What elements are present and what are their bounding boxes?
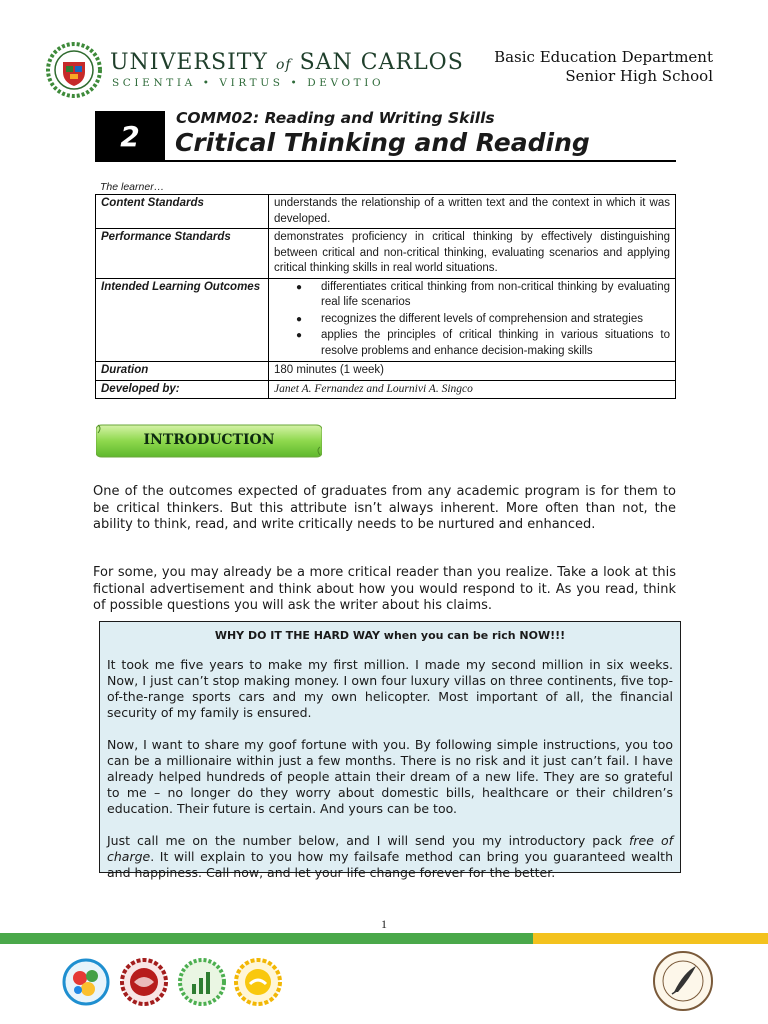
university-motto: SCIENTIA • VIRTUS • DEVOTIO: [112, 77, 385, 89]
row-label: Content Standards: [96, 195, 269, 229]
introduction-heading: INTRODUCTION: [143, 432, 275, 448]
row-label: Intended Learning Outcomes: [96, 278, 269, 362]
list-item: ● recognizes the different levels of comprehension and strategies: [274, 312, 670, 328]
comm-department-logo-icon: [652, 950, 714, 1012]
university-name: UNIVERSITY of SAN CARLOS: [110, 50, 464, 75]
outcomes-list: [274, 280, 670, 360]
dept-logo-social-icon: [120, 958, 168, 1006]
advertisement-paragraph-3: Just call me on the number below, and I will send you my introductory pack free of charge. It will explain to you how my failsafe method can bring you guaranteed wealth and happiness. Call now, and let your life change forever for the better.: [107, 833, 673, 880]
table-row: [96, 229, 676, 279]
row-text: demonstrates proficiency in critical thinking by effectively distinguishing between critical and non-critical thinking, evaluating scenarios and applying critical thinking skills in real world situations.: [269, 229, 676, 279]
outcomes-cell: [269, 278, 676, 362]
introduction-banner: [96, 421, 322, 459]
dept-logo-science-icon: [62, 958, 110, 1006]
advertisement-paragraph-1: It took me five years to make my first million. I made my second million in six weeks. Now, I just can’t stop making money. I own four luxury villas on three continents, five top-of-the-range sports cars and my own helicopter. Most important of all, the financial security of my family is ensured.: [107, 657, 673, 720]
row-label: Duration: [96, 362, 269, 381]
advertisement-box: [99, 621, 681, 880]
row-text: understands the relationship of a written text and the context in which it was developed.: [269, 195, 676, 229]
title-divider: [95, 160, 676, 162]
row-text: 180 minutes (1 week): [269, 362, 676, 381]
university-seal-icon: [46, 42, 102, 98]
list-item: ● differentiates critical thinking from non-critical thinking by evaluating real life scenarios: [274, 280, 670, 311]
footer-bar-yellow: [533, 933, 768, 944]
table-row: [96, 380, 676, 399]
intro-paragraph-1: One of the outcomes expected of graduates from any academic program is for them to be critical thinkers. But this attribute isn’t always inherent. More often than not, the ability to think, read, and write critically needs to be nurtured and enhanced.: [93, 484, 676, 532]
advertisement-paragraph-2: Now, I want to share my goof fortune with you. By following simple instructions, you too can be a millionaire within just a few months. There is no risk and it just can’t fail. I have already helped hundreds of people attain their dream of a new life. They are so grateful to me – no longer do they worry about domestic bills, healthcare or their children’s education. Their future is certain. And yours can be too.: [107, 737, 673, 816]
department-label: Basic Education Department Senior High School: [494, 48, 713, 85]
table-row: [96, 278, 676, 362]
row-label: Performance Standards: [96, 229, 269, 279]
list-item: ● applies the principles of critical thinking in various situations to resolve problems and enhance decision-making skills: [274, 328, 670, 359]
dept-logo-values-icon: [234, 958, 282, 1006]
table-row: [96, 195, 676, 229]
course-title: COMM02: Reading and Writing Skills: [176, 109, 495, 127]
row-text: Janet A. Fernandez and Lournivi A. Singco: [269, 380, 676, 399]
intro-paragraph-2: For some, you may already be a more critical reader than you realize. Take a look at this fictional advertisement and think about how you would respond to it. As you read, think of possible questions you will ask the writer about his claims.: [93, 565, 676, 613]
learner-label: The learner…: [100, 181, 165, 193]
footer-bar-green: [0, 933, 533, 944]
table-row: [96, 362, 676, 381]
row-label: Developed by:: [96, 380, 269, 399]
dept-logo-math-icon: [178, 958, 226, 1006]
page-number: 1: [381, 917, 387, 931]
module-number: 2: [95, 111, 165, 161]
page-title: Critical Thinking and Reading: [175, 128, 590, 157]
standards-table: [95, 194, 676, 399]
advertisement-title: WHY DO IT THE HARD WAY when you can be rich NOW!!!: [214, 629, 566, 642]
